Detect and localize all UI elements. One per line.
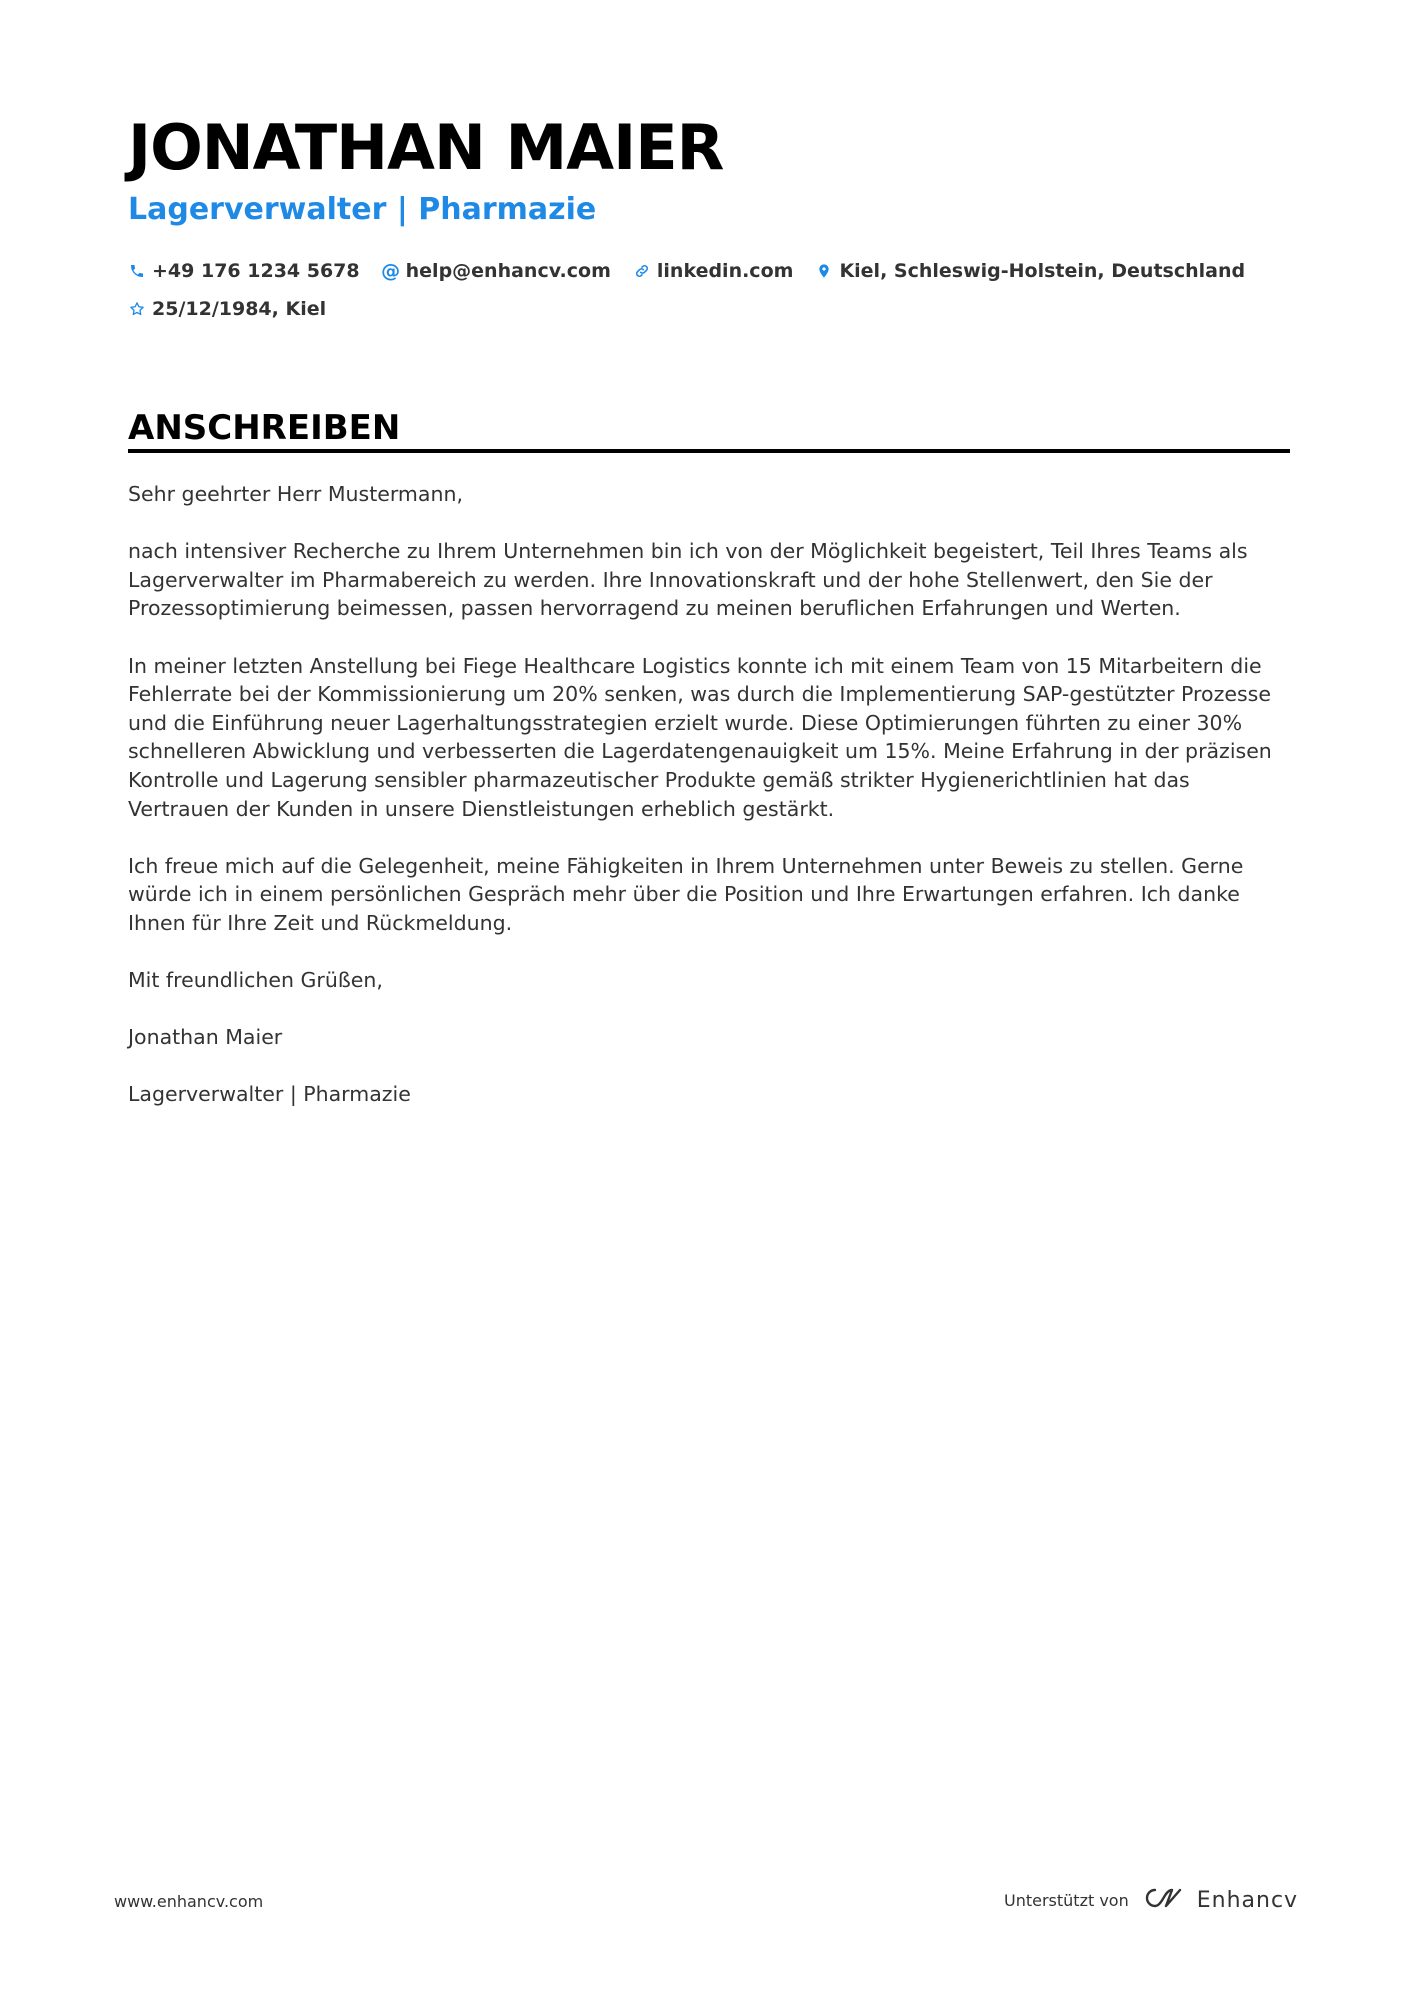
contact-row [128,290,1298,328]
letter-body [128,480,1278,1138]
linkedin-text: linkedin.com [656,260,794,282]
footer-website: www.enhancv.com [114,1892,264,1911]
link-icon [633,262,651,280]
applicant-name: JONATHAN MAIER [128,111,724,184]
section-title: ANSCHREIBEN [128,408,401,448]
email-address: help@enhancv.com [405,260,611,282]
paragraph: Ich freue mich auf die Gelegenheit, meine Fähigkeiten in Ihrem Unternehmen unter Beweis zu stellen. Gerne würde ich in einem persönlichen Gespräch mehr über die Position und Ihre Erwartungen erfahren. Ich danke Ihnen für Ihre Zeit und Rückmeldung. [128,853,1244,935]
star-icon [128,300,146,318]
birth-info: 25/12/1984, Kiel [152,298,327,320]
contact-location [815,260,1245,282]
contact-row [128,252,1298,290]
footer-branding [1004,1884,1298,1916]
enhancv-logo-icon [1141,1884,1197,1916]
signature-name: Jonathan Maier [128,1025,283,1050]
paragraph: nach intensiver Recherche zu Ihrem Unternehmen bin ich von der Möglichkeit begeistert, Teil Ihres Teams als Lagerverwalter im Pharmabereich zu werden. Ihre Innovationskraft und der hohe Stellenwert, den Sie der Prozessoptimierung beimessen, passen hervorragend zu meinen beruflichen Erfahrungen und Werten. [128,539,1248,621]
at-icon: @ [381,260,401,282]
salutation: Sehr geehrter Herr Mustermann, [128,482,463,506]
brand-name: Enhancv [1196,1887,1299,1913]
powered-by-text: Unterstützt von [1004,1890,1129,1910]
location-icon [815,262,833,280]
contact-linkedin [633,260,794,282]
location-text: Kiel, Schleswig-Holstein, Deutschland [839,260,1246,282]
paragraph: In meiner letzten Anstellung bei Fiege Healthcare Logistics konnte ich mit einem Team von 15 Mitarbeitern die Fehlerrate bei der Kommissionierung um 20% senken, was durch die Implementierung SAP-gestützter Prozesse und die Einführung neuer Lagerhaltungsstrategien erzielt wurde. Diese Optimierungen führten zu einer 30% schnelleren Abwicklung und verbesserten die Lagerdatengenauigkeit um 15%. Meine Erfahrung in der präzisen Kontrolle und Lagerung sensibler pharmazeutischer Produkte gemäß strikter Hygienerichtlinien hat das Vertrauen der Kunden in unsere Dienstleistungen erheblich gestärkt. [128,653,1272,821]
contact-email [382,260,611,282]
contact-info [128,252,1298,328]
job-title: Lagerverwalter | Pharmazie [128,192,597,227]
section-divider [128,449,1290,453]
phone-icon [128,262,146,280]
phone-number: +49 176 1234 5678 [152,260,360,282]
contact-birth [128,298,326,320]
signature-title: Lagerverwalter | Pharmazie [128,1082,411,1107]
closing: Mit freundlichen Grüßen, [128,968,383,993]
contact-phone [128,260,360,282]
